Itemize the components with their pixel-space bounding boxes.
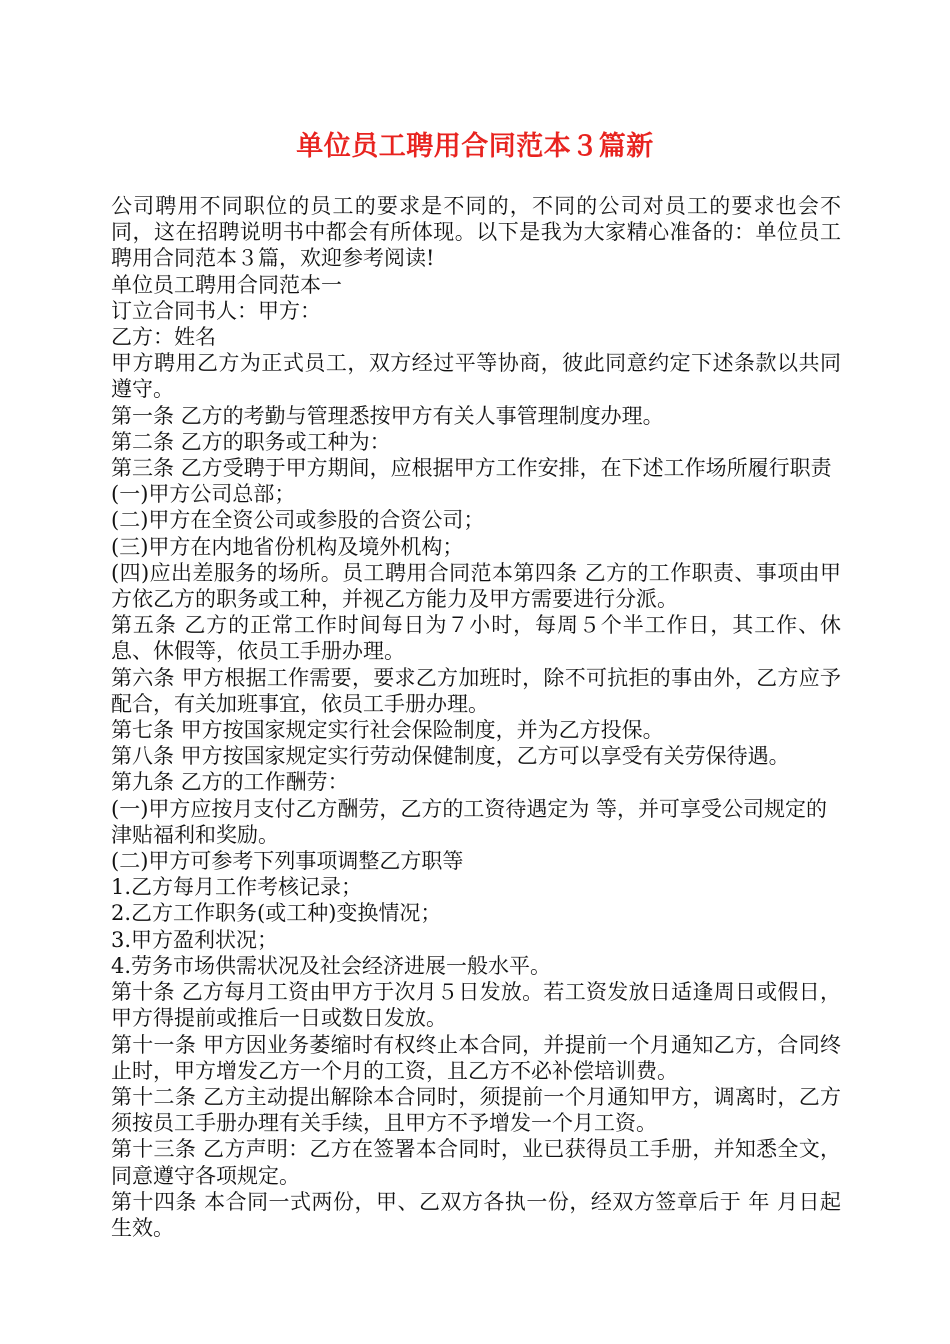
document-body <box>111 193 841 1241</box>
paragraph: 第五条 乙方的正常工作时间每日为７小时，每周５个半工作日，其工作、休息、休假等，依员工手册办理。 <box>111 613 841 664</box>
paragraph: 第六条 甲方根据工作需要，要求乙方加班时，除不可抗拒的事由外，乙方应予配合，有关加班事宜，依员工手册办理。 <box>111 665 841 716</box>
paragraph: 第十三条 乙方声明：乙方在签署本合同时，业已获得员工手册，并知悉全文，同意遵守各项规定。 <box>111 1137 841 1188</box>
paragraph: 第八条 甲方按国家规定实行劳动保健制度，乙方可以享受有关劳保待遇。 <box>111 744 790 769</box>
paragraph: (一)甲方应按月支付乙方酬劳，乙方的工资待遇定为 等，并可享受公司规定的 <box>111 796 828 821</box>
paragraph: 第二条 乙方的职务或工种为： <box>111 429 391 454</box>
paragraph: (一)甲方公司总部； <box>111 482 296 507</box>
paragraph: (四)应出差服务的场所。员工聘用合同范本第四条 乙方的工作职责、事项由甲方依乙方的职务或工种，并视乙方能力及甲方需要进行分派。 <box>111 560 841 612</box>
paragraph: 3.甲方盈利状况； <box>111 927 279 952</box>
paragraph: 第三条 乙方受聘于甲方期间，应根据甲方工作安排，在下述工作场所履行职责 <box>111 456 832 481</box>
paragraph: 第十条 乙方每月工资由甲方于次月５日发放。若工资发放日适逢周日或假日，甲方得提前或推后一日或数日发放。 <box>111 980 841 1031</box>
document-title: 单位员工聘用合同范本３篇新 <box>296 131 654 162</box>
paragraph: 甲方聘用乙方为正式员工，双方经过平等协商，彼此同意约定下述条款以共同遵守。 <box>111 351 841 402</box>
paragraph: 1.乙方每月工作考核记录； <box>111 875 363 900</box>
paragraph: 第十四条 本合同一式两份，甲、乙双方各执一份，经双方签章后于 年 月日起生效。 <box>111 1189 841 1240</box>
paragraph: 单位员工聘用合同范本一 <box>111 272 342 297</box>
paragraph: (二)甲方在全资公司或参股的合资公司； <box>111 508 485 533</box>
paragraph: 第十一条 甲方因业务萎缩时有权终止本合同，并提前一个月通知乙方，合同终止时，甲方增发乙方一个月的工资，且乙方不必补偿培训费。 <box>111 1032 841 1083</box>
paragraph: 津贴福利和奖励。 <box>111 822 279 847</box>
paragraph: 公司聘用不同职位的员工的要求是不同的，不同的公司对员工的要求也会不同，这在招聘说明书中都会有所体现。以下是我为大家精心准备的：单位员工聘用合同范本３篇，欢迎参考阅读! <box>111 194 841 271</box>
paragraph: 订立合同书人：甲方： <box>111 298 321 323</box>
paragraph: 乙方：姓名 <box>111 325 216 350</box>
paragraph: 2.乙方工作职务(或工种)变换情况； <box>111 901 442 926</box>
paragraph: 第一条 乙方的考勤与管理悉按甲方有关人事管理制度办理。 <box>111 403 664 428</box>
paragraph: 第十二条 乙方主动提出解除本合同时，须提前一个月通知甲方，调离时，乙方须按员工手册办理有关手续，且甲方不予增发一个月工资。 <box>111 1084 841 1136</box>
paragraph: (二)甲方可参考下列事项调整乙方职等 <box>111 849 464 874</box>
paragraph: 第九条 乙方的工作酬劳： <box>111 770 349 795</box>
paragraph: 第七条 甲方按国家规定实行社会保险制度，并为乙方投保。 <box>111 718 664 743</box>
paragraph: (三)甲方在内地省份机构及境外机构； <box>111 534 464 559</box>
paragraph: 4.劳务市场供需状况及社会经济进展一般水平。 <box>111 953 552 978</box>
